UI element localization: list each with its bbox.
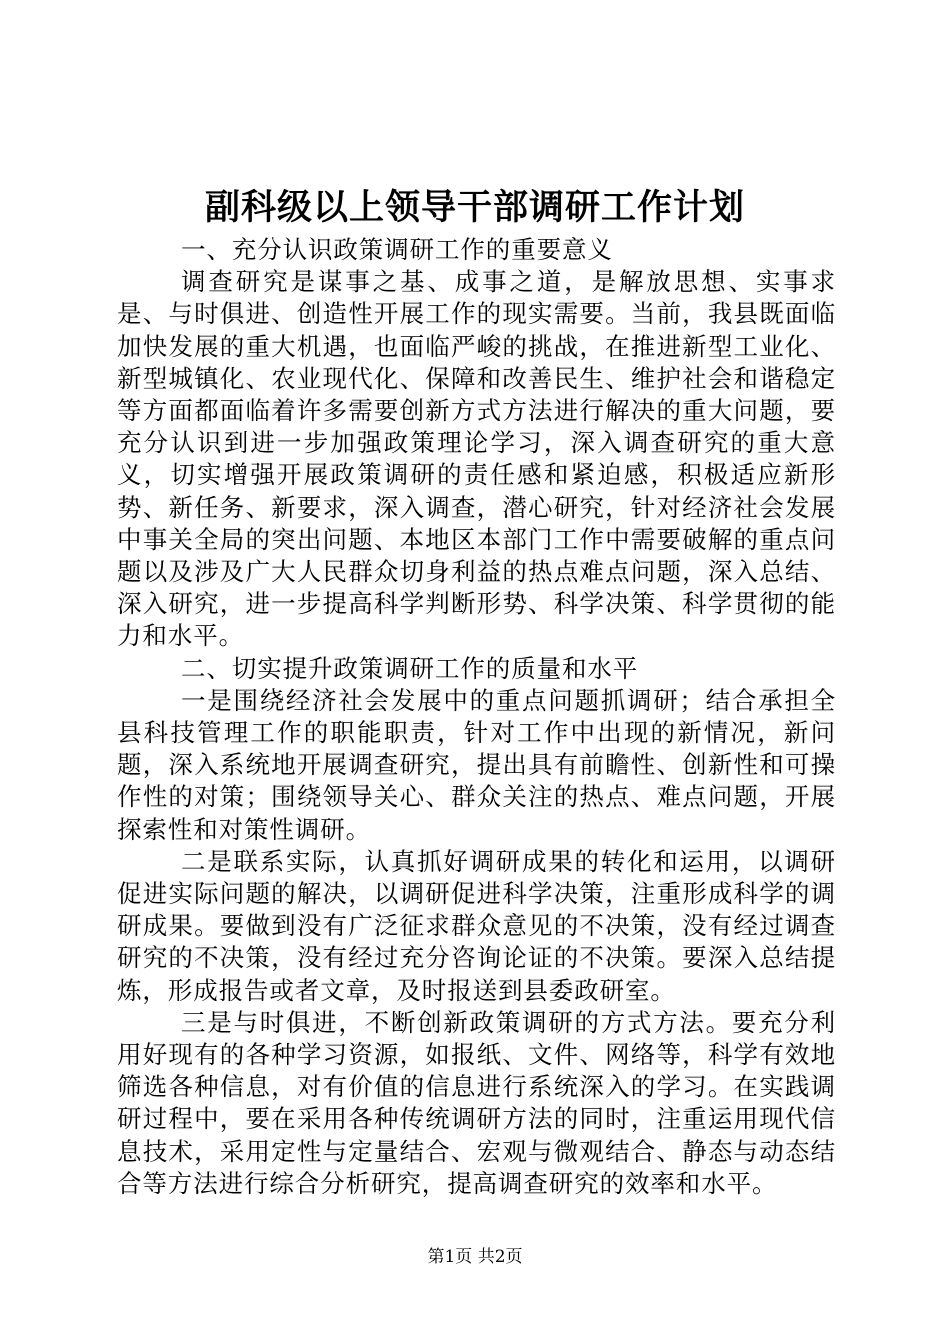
page-number-footer: 第1页 共2页 [427,1247,523,1267]
document-title: 副科级以上领导干部调研工作计划 [204,187,745,228]
section-2-paragraph-2: 二是联系实际，认真抓好调研成果的转化和运用，以调研促进实际问题的解决，以调研促进科学决策，注重形成科学的调研成果。要做到没有广泛征求群众意见的不决策，没有经过调查研究的不决策，没有经过充分咨询论证的不决策。要深入总结提炼，形成报告或者文章，及时报送到县委政研室。 [117,846,836,1005]
section-2-paragraph-1: 一是围绕经济社会发展中的重点问题抓调研；结合承担全县科技管理工作的职能职责，针对工作中出现的新情况，新问题，深入系统地开展调查研究，提出具有前瞻性、创新性和可操作性的对策；围绕领导关心、群众关注的热点、难点问题，开展探索性和对策性调研。 [117,685,836,844]
section-heading-2: 二、切实提升政策调研工作的质量和水平 [181,653,639,683]
section-1-paragraph-1: 调查研究是谋事之基、成事之道，是解放思想、实事求是、与时俱进、创造性开展工作的现实需要。当前，我县既面临加快发展的重大机遇，也面临严峻的挑战，在推进新型工业化、新型城镇化、农业现代化、保障和改善民生、维护社会和谐稳定等方面都面临着许多需要创新方式方法进行解决的重大问题，要充分认识到进一步加强政策理论学习，深入调查研究的重大意义，切实增强开展政策调研的责任感和紧迫感，积极适应新形势、新任务、新要求，深入调查，潜心研究，针对经济社会发展中事关全局的突出问题、本地区本部门工作中需要破解的重点问题以及涉及广大人民群众切身利益的热点难点问题，深入总结、深入研究，进一步提高科学判断形势、科学决策、科学贯彻的能力和水平。 [117,267,836,651]
section-heading-1: 一、充分认识政策调研工作的重要意义 [181,235,613,264]
section-2-paragraph-3: 三是与时俱进，不断创新政策调研的方式方法。要充分利用好现有的各种学习资源，如报纸、文件、网络等，科学有效地筛选各种信息，对有价值的信息进行系统深入的学习。在实践调研过程中，要在采用各种传统调研方法的同时，注重运用现代信息技术，采用定性与定量结合、宏观与微观结合、静态与动态结合等方法进行综合分析研究，提高调查研究的效率和水平。 [117,1007,836,1198]
document-body [117,234,836,1200]
